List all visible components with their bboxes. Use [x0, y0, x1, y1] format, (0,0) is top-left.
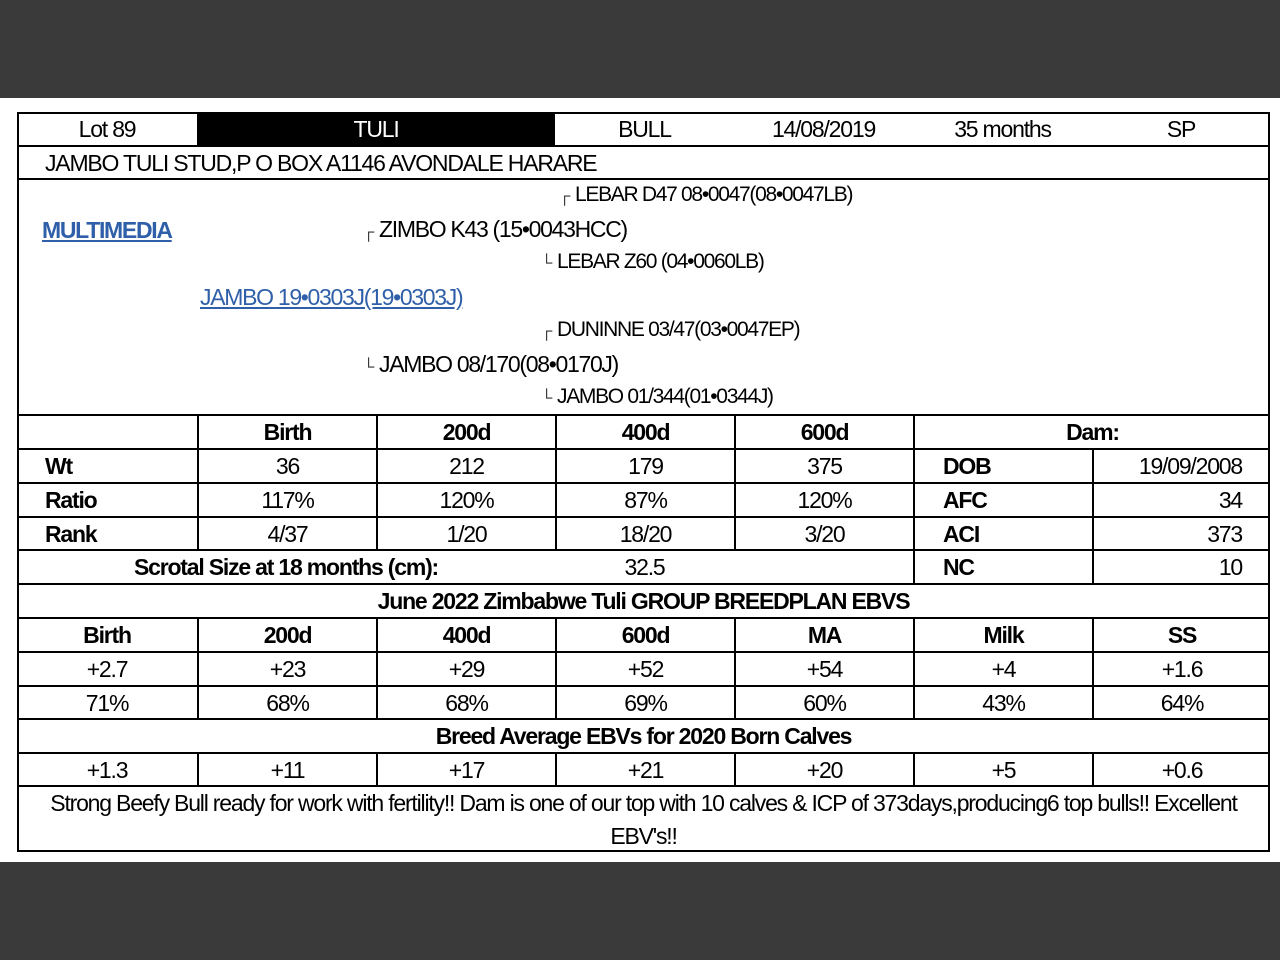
column-header: 200d — [376, 416, 555, 449]
table-cell: 69% — [555, 687, 734, 720]
table-cell: +23 — [197, 653, 376, 686]
table-cell: 3/20 — [734, 518, 913, 551]
column-header: Birth — [83, 622, 131, 648]
nc-label: NC — [913, 551, 1092, 584]
column-header: 400d — [555, 416, 734, 449]
column-header: 600d — [555, 619, 734, 652]
ebv-header-row — [17, 617, 1270, 652]
column-header: Milk — [913, 619, 1092, 652]
table-cell: 43% — [913, 687, 1092, 720]
table-row — [17, 482, 1270, 517]
dam-sire: ┌ DUNINNE 03/47(03•0047EP) — [541, 318, 800, 341]
table-cell: 120% — [376, 484, 555, 517]
column-header: SS — [1092, 619, 1270, 652]
blank-header-cell — [17, 416, 197, 449]
column-header: MA — [734, 619, 913, 652]
dam-label: AFC — [913, 484, 1092, 517]
scrotal-label: Scrotal Size at 18 months (cm): — [133, 554, 439, 580]
animal-link[interactable]: JAMBO 19•0303J(19•0303J) — [200, 284, 463, 310]
sire-dam: └ LEBAR Z60 (04•0060LB) — [541, 250, 764, 273]
table-cell: 212 — [376, 450, 555, 483]
breed-average-title: Breed Average EBVs for 2020 Born Calves — [435, 723, 852, 749]
scrotal-row — [17, 549, 1270, 584]
sire: ┌ ZIMBO K43 (15•0043HCC) — [363, 216, 627, 242]
table-cell: +0.6 — [1092, 754, 1270, 787]
sex-label: BULL — [618, 116, 671, 142]
bracket-bottom-icon: └ — [541, 390, 552, 407]
table-cell: +52 — [555, 653, 734, 686]
table-row — [17, 448, 1270, 483]
table-cell: +20 — [734, 754, 913, 787]
column-header: 600d — [734, 416, 913, 449]
table-cell: 179 — [555, 450, 734, 483]
breed-label: TULI — [197, 112, 555, 147]
column-header: Birth — [197, 416, 376, 449]
table-cell: 1/20 — [376, 518, 555, 551]
nc-value: 10 — [1092, 551, 1270, 584]
table-cell: 71% — [85, 690, 129, 716]
table-cell: +2.7 — [86, 656, 128, 682]
bracket-bottom-icon: └ — [363, 359, 374, 376]
ebv-title-row — [17, 583, 1270, 618]
multimedia-link[interactable]: MULTIMEDIA — [42, 217, 172, 243]
dam-header: Dam: — [913, 416, 1270, 449]
table-cell: +1.6 — [1092, 653, 1270, 686]
column-header: 200d — [197, 619, 376, 652]
sale-notes: Strong Beefy Bull ready for work with fertility!! Dam is one of our top with 10 calves & ICP of 373days,producing6 top bulls!! Excellent EBV's!! — [17, 785, 1270, 852]
table-cell: 64% — [1092, 687, 1270, 720]
bracket-top-icon: ┌ — [559, 188, 570, 205]
dam-label: ACI — [913, 518, 1092, 551]
bracket-top-icon: ┌ — [363, 224, 374, 241]
breed-average-title-row — [17, 718, 1270, 753]
performance-header-row — [17, 414, 1270, 449]
bracket-top-icon: ┌ — [541, 323, 552, 340]
table-cell: +17 — [376, 754, 555, 787]
header-row — [17, 112, 1270, 147]
column-header: 400d — [376, 619, 555, 652]
table-cell: 375 — [734, 450, 913, 483]
dam-value: 373 — [1092, 518, 1270, 551]
scrotal-value: 32.5 — [624, 554, 665, 580]
table-cell: 68% — [197, 687, 376, 720]
sire-sire: ┌ LEBAR D47 08•0047(08•0047LB) — [559, 183, 853, 206]
table-cell: +11 — [197, 754, 376, 787]
table-cell: 4/37 — [197, 518, 376, 551]
lot-number: Lot 89 — [78, 116, 136, 142]
table-cell: +1.3 — [86, 757, 128, 783]
table-cell: +4 — [913, 653, 1092, 686]
table-cell: +54 — [734, 653, 913, 686]
blank-cell — [734, 551, 913, 584]
age-label: 35 months — [954, 116, 1051, 142]
table-cell: 117% — [197, 484, 376, 517]
table-cell: 87% — [555, 484, 734, 517]
pedigree-section — [17, 178, 1270, 415]
ebv-values-row — [17, 651, 1270, 686]
dam-value: 34 — [1092, 484, 1270, 517]
table-cell: +29 — [376, 653, 555, 686]
ebv-title: June 2022 Zimbabwe Tuli GROUP BREEDPLAN EBVS — [377, 588, 910, 614]
row-label: Rank — [45, 521, 97, 547]
table-cell: 68% — [376, 687, 555, 720]
dam-value: 19/09/2008 — [1092, 450, 1270, 483]
row-label: Wt — [45, 453, 72, 479]
table-cell: 60% — [734, 687, 913, 720]
code-label: SP — [1166, 116, 1196, 142]
breed-average-row — [17, 752, 1270, 787]
dam: └ JAMBO 08/170(08•0170J) — [363, 351, 618, 377]
table-cell: +5 — [913, 754, 1092, 787]
table-cell: 36 — [197, 450, 376, 483]
table-cell: +21 — [555, 754, 734, 787]
breeder-address: JAMBO TULI STUD,P O BOX A1146 AVONDALE HARARE — [45, 150, 597, 176]
ebv-accuracy-row — [17, 685, 1270, 720]
dam-label: DOB — [913, 450, 1092, 483]
row-label: Ratio — [45, 487, 97, 513]
birth-date: 14/08/2019 — [771, 116, 876, 142]
table-cell: 120% — [734, 484, 913, 517]
breeder-row — [17, 145, 1270, 180]
table-cell: 18/20 — [555, 518, 734, 551]
bracket-bottom-icon: └ — [541, 255, 552, 272]
table-row — [17, 516, 1270, 551]
dam-dam: └ JAMBO 01/344(01•0344J) — [541, 385, 773, 408]
